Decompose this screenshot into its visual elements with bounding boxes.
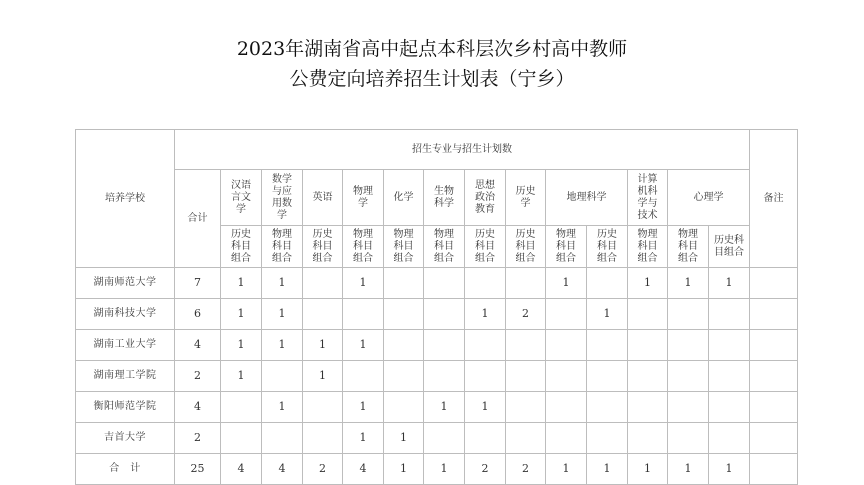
count-cell: 1	[546, 268, 587, 299]
remark-cell	[750, 361, 798, 392]
major-name: 生物科学	[434, 185, 454, 209]
remark-cell	[750, 268, 798, 299]
count-cell: 2	[506, 299, 546, 330]
subject-name: 历史科目组合	[475, 228, 495, 264]
subject-name: 物理科目组合	[272, 228, 292, 264]
total-cell: 7	[175, 268, 221, 299]
count-cell: 4	[221, 454, 262, 485]
count-cell: 1	[709, 268, 750, 299]
count-cell: 1	[343, 330, 384, 361]
count-cell	[709, 361, 750, 392]
major-header-cell	[303, 170, 343, 226]
count-cell	[424, 361, 465, 392]
count-cell: 1	[628, 454, 668, 485]
count-cell	[587, 423, 628, 454]
count-cell	[668, 361, 709, 392]
major-header-cell	[384, 170, 424, 226]
count-cell	[424, 330, 465, 361]
header-school: 培养学校	[76, 130, 175, 268]
remark-cell	[750, 299, 798, 330]
title-line-1: 2023年湖南省高中起点本科层次乡村高中教师	[236, 38, 628, 60]
count-cell: 1	[343, 268, 384, 299]
count-cell	[709, 330, 750, 361]
subject-header-cell	[668, 226, 709, 268]
subject-header-cell	[221, 226, 262, 268]
subject-header-cell	[262, 226, 303, 268]
document-title	[0, 34, 864, 94]
count-cell: 1	[343, 423, 384, 454]
table-row	[76, 392, 798, 423]
major-header-cell: 地理科学	[546, 170, 628, 226]
count-cell	[668, 330, 709, 361]
table-row	[76, 361, 798, 392]
subject-name: 物理科目组合	[353, 228, 373, 264]
total-cell: 4	[175, 392, 221, 423]
subject-name: 历史科目组合	[714, 234, 744, 258]
major-name: 化学	[393, 191, 414, 203]
count-cell	[465, 423, 506, 454]
count-cell	[384, 330, 424, 361]
count-cell	[546, 299, 587, 330]
major-name: 数学与应用数学	[272, 173, 292, 221]
table-row	[76, 299, 798, 330]
count-cell	[221, 423, 262, 454]
count-cell: 1	[465, 299, 506, 330]
major-header-cell	[424, 170, 465, 226]
count-cell	[587, 330, 628, 361]
count-cell: 1	[303, 330, 343, 361]
subject-name: 历史科目组合	[312, 228, 333, 264]
subject-header-cell	[709, 226, 750, 268]
school-cell: 湖南科技大学	[76, 299, 175, 330]
count-cell	[303, 268, 343, 299]
count-cell	[262, 423, 303, 454]
count-cell	[303, 299, 343, 330]
count-cell: 1	[384, 454, 424, 485]
count-cell: 1	[587, 299, 628, 330]
count-cell: 1	[424, 392, 465, 423]
count-cell	[303, 423, 343, 454]
count-cell	[384, 361, 424, 392]
count-cell	[465, 330, 506, 361]
table-body	[76, 130, 798, 268]
major-name: 物理学	[353, 185, 373, 209]
count-cell	[668, 299, 709, 330]
count-cell	[546, 361, 587, 392]
count-cell: 1	[668, 454, 709, 485]
subject-header-cell	[303, 226, 343, 268]
count-cell: 1	[221, 268, 262, 299]
school-cell: 湖南理工学院	[76, 361, 175, 392]
count-cell	[343, 299, 384, 330]
count-cell	[384, 268, 424, 299]
count-cell	[384, 299, 424, 330]
major-name: 思想政治教育	[475, 179, 495, 215]
count-cell	[587, 392, 628, 423]
subject-header-cell	[384, 226, 424, 268]
count-cell: 4	[343, 454, 384, 485]
header-remarks: 备注	[750, 130, 798, 268]
count-cell	[709, 392, 750, 423]
major-name: 历史学	[515, 185, 536, 209]
count-cell: 1	[384, 423, 424, 454]
count-cell: 1	[221, 299, 262, 330]
count-cell: 1	[262, 299, 303, 330]
count-cell	[546, 392, 587, 423]
total-cell: 25	[175, 454, 221, 485]
subject-header-cell	[587, 226, 628, 268]
major-header-cell	[343, 170, 384, 226]
count-cell: 1	[262, 392, 303, 423]
subject-name: 物理科目组合	[556, 228, 576, 264]
total-cell: 2	[175, 423, 221, 454]
count-cell	[465, 268, 506, 299]
count-cell	[628, 330, 668, 361]
table-row	[76, 268, 798, 299]
count-cell	[424, 423, 465, 454]
major-name: 计算机科学与技术	[637, 173, 658, 221]
count-cell	[506, 423, 546, 454]
subject-header-cell	[343, 226, 384, 268]
count-cell	[628, 299, 668, 330]
school-cell: 衡阳师范学院	[76, 392, 175, 423]
count-cell	[506, 392, 546, 423]
header-total: 合计	[175, 170, 221, 268]
subject-header-cell	[546, 226, 587, 268]
school-cell: 合 计	[76, 454, 175, 485]
subject-header-cell	[465, 226, 506, 268]
count-cell	[668, 423, 709, 454]
major-header-cell	[262, 170, 303, 226]
count-cell: 1	[546, 454, 587, 485]
table-data-rows	[76, 268, 798, 485]
total-cell: 6	[175, 299, 221, 330]
subject-name: 物理科目组合	[434, 228, 454, 264]
subject-header-cell	[628, 226, 668, 268]
total-cell: 2	[175, 361, 221, 392]
count-cell	[221, 392, 262, 423]
count-cell	[668, 392, 709, 423]
subject-header-cell	[506, 226, 546, 268]
enrollment-plan-table	[75, 129, 798, 485]
count-cell	[709, 423, 750, 454]
count-cell: 1	[465, 392, 506, 423]
major-header-cell: 心理学	[668, 170, 750, 226]
count-cell	[262, 361, 303, 392]
title-line-2: 公费定向培养招生计划表（宁乡）	[289, 68, 575, 90]
header-plan-group: 招生专业与招生计划数	[175, 130, 750, 170]
count-cell: 1	[709, 454, 750, 485]
subject-name: 物理科目组合	[393, 228, 414, 264]
total-cell: 4	[175, 330, 221, 361]
subject-name: 历史科目组合	[597, 228, 617, 264]
subject-name: 历史科目组合	[515, 228, 536, 264]
count-cell: 1	[262, 268, 303, 299]
major-header-cell	[506, 170, 546, 226]
count-cell: 2	[303, 454, 343, 485]
count-cell	[343, 361, 384, 392]
count-cell	[424, 268, 465, 299]
count-cell	[628, 392, 668, 423]
major-header-cell	[465, 170, 506, 226]
subject-header-cell	[424, 226, 465, 268]
count-cell: 1	[303, 361, 343, 392]
major-header-cell	[221, 170, 262, 226]
major-header-cell	[628, 170, 668, 226]
count-cell	[506, 330, 546, 361]
subject-name: 物理科目组合	[637, 228, 658, 264]
subject-name: 历史科目组合	[231, 228, 251, 264]
count-cell	[546, 423, 587, 454]
count-cell: 2	[465, 454, 506, 485]
table-row	[76, 423, 798, 454]
count-cell	[587, 268, 628, 299]
count-cell	[506, 268, 546, 299]
count-cell: 2	[506, 454, 546, 485]
subject-name: 物理科目组合	[678, 228, 698, 264]
count-cell: 1	[628, 268, 668, 299]
count-cell	[628, 423, 668, 454]
count-cell: 1	[221, 361, 262, 392]
count-cell: 1	[343, 392, 384, 423]
count-cell	[465, 361, 506, 392]
count-cell	[303, 392, 343, 423]
count-cell	[587, 361, 628, 392]
count-cell	[424, 299, 465, 330]
count-cell: 1	[262, 330, 303, 361]
count-cell: 4	[262, 454, 303, 485]
remark-cell	[750, 330, 798, 361]
school-cell: 吉首大学	[76, 423, 175, 454]
header-row-group	[76, 130, 798, 170]
count-cell: 1	[587, 454, 628, 485]
count-cell: 1	[424, 454, 465, 485]
remark-cell	[750, 423, 798, 454]
school-cell: 湖南师范大学	[76, 268, 175, 299]
school-cell: 湖南工业大学	[76, 330, 175, 361]
header-row-majors	[76, 170, 798, 226]
count-cell	[628, 361, 668, 392]
count-cell: 1	[221, 330, 262, 361]
count-cell	[709, 299, 750, 330]
table-row	[76, 330, 798, 361]
count-cell: 1	[668, 268, 709, 299]
major-name: 英语	[312, 191, 333, 203]
count-cell	[384, 392, 424, 423]
count-cell	[506, 361, 546, 392]
remark-cell	[750, 392, 798, 423]
count-cell	[546, 330, 587, 361]
major-name: 汉语言文学	[231, 179, 251, 215]
